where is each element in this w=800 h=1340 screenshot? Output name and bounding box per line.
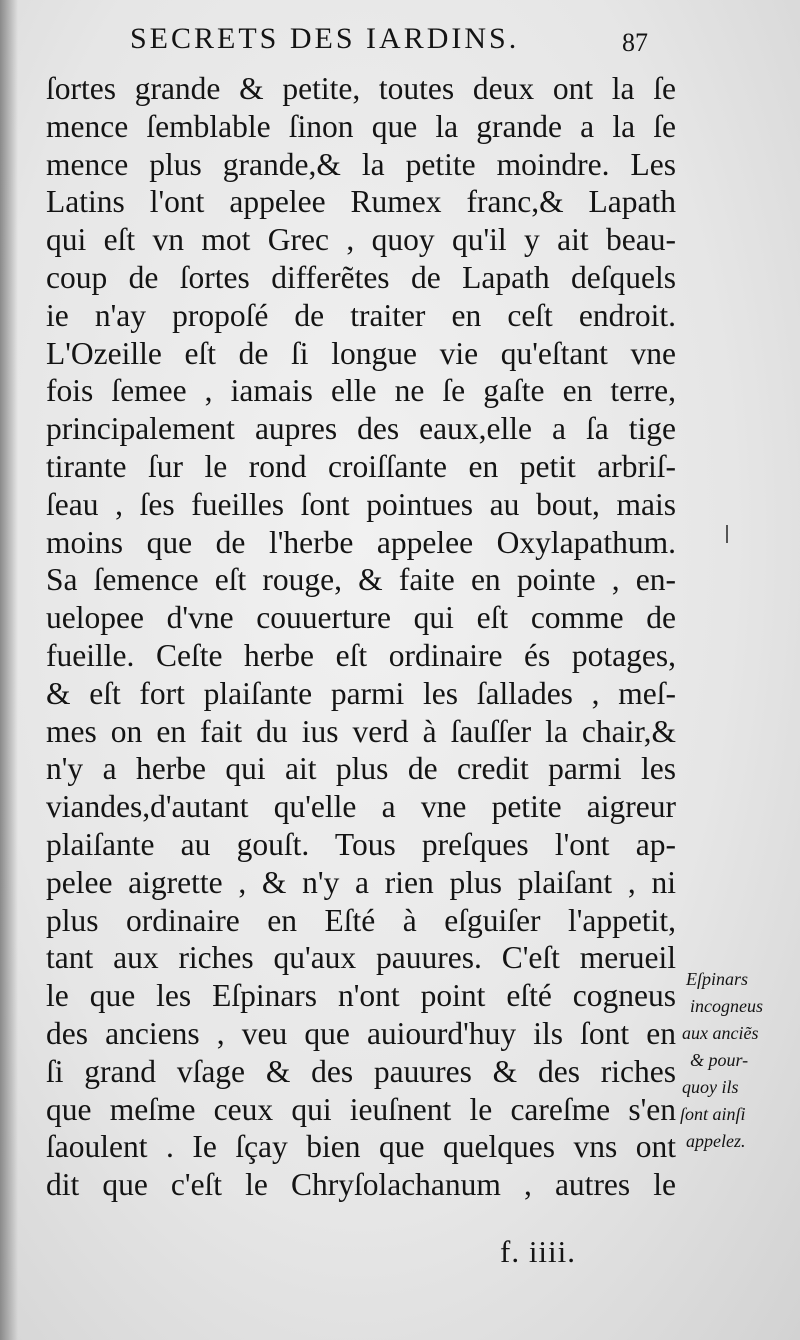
text-line: uelopee d'vne couuerture qui eſt comme de bbox=[46, 600, 676, 636]
text-line: dit que c'eſt le Chryſolachanum , autres le bbox=[46, 1167, 676, 1203]
margin-note-line: incogneus bbox=[690, 996, 763, 1016]
text-line: coup de ſortes differẽtes de Lapath deſquels bbox=[46, 259, 676, 295]
body-text bbox=[46, 70, 676, 1204]
text-line: fois ſemee , iamais elle ne ſe gaſte en terre, bbox=[46, 373, 676, 409]
gutter-shadow bbox=[0, 0, 18, 1340]
text-line: ſortes grande & petite, toutes deux ont la ſe bbox=[46, 71, 676, 106]
text-line: que meſme ceux qui ieuſnent le careſme s'en bbox=[46, 1091, 676, 1127]
text-line: moins que de l'herbe appelee Oxylapathum. bbox=[46, 524, 676, 560]
text-line: principalement aupres des eaux,elle a ſa tige bbox=[46, 411, 676, 447]
text-line: mes on en fait du ius verd à ſauſſer la chair,& bbox=[46, 713, 676, 749]
text-line: le que les Eſpinars n'ont point eſté cogneus bbox=[46, 978, 676, 1014]
text-line: L'Ozeille eſt de ſi longue vie qu'eſtant vne bbox=[46, 335, 676, 371]
text-line: Latins l'ont appelee Rumex franc,& Lapath bbox=[46, 184, 676, 220]
text-line: mence ſemblable ſinon que la grande a la ſe bbox=[46, 108, 676, 144]
text-line: ie n'ay propoſé de traiter en ceſt endroit. bbox=[46, 297, 676, 333]
text-line: des anciens , veu que auiourd'huy ils ſont en bbox=[46, 1015, 676, 1051]
margin-note-line: ſont ainſi bbox=[680, 1104, 746, 1124]
margin-note-line: Eſpinars bbox=[686, 969, 749, 989]
text-line: ſi grand vſage & des pauures & des riches bbox=[46, 1053, 676, 1089]
text-line: ſaoulent . Ie ſçay bien que quelques vns ont bbox=[46, 1129, 676, 1165]
margin-note-line: aux anciẽs bbox=[682, 1023, 759, 1043]
stray-ink-mark bbox=[726, 525, 728, 543]
margin-note-line: appelez. bbox=[686, 1131, 746, 1151]
text-line: Sa ſemence eſt rouge, & faite en pointe , en- bbox=[46, 562, 676, 598]
running-head: SECRETS DES IARDINS. bbox=[130, 22, 520, 55]
page-number: 87 bbox=[622, 28, 648, 57]
margin-note-line: & pour- bbox=[690, 1050, 749, 1070]
signature-mark: f. iiii. bbox=[500, 1234, 577, 1269]
text-line: mence plus grande,& la petite moindre. Les bbox=[46, 146, 676, 182]
text-line: plus ordinaire en Eſté à eſguiſer l'appetit, bbox=[46, 902, 676, 938]
text-line: pelee aigrette , & n'y a rien plus plaiſant , ni bbox=[46, 864, 676, 900]
margin-note-line: quoy ils bbox=[682, 1077, 739, 1097]
text-line: viandes,d'autant qu'elle a vne petite aigreur bbox=[46, 789, 676, 825]
margin-note bbox=[678, 966, 798, 1155]
text-line: & eſt fort plaiſante parmi les ſallades , meſ- bbox=[46, 675, 676, 711]
text-line: n'y a herbe qui ait plus de credit parmi les bbox=[46, 751, 676, 787]
text-line: fueille. Ceſte herbe eſt ordinaire és potages, bbox=[46, 637, 676, 673]
text-line: plaiſante au gouſt. Tous preſques l'ont ap- bbox=[46, 826, 676, 862]
text-line: ſeau , ſes fueilles ſont pointues au bout, mais bbox=[46, 486, 676, 522]
text-line: tirante ſur le rond croiſſante en petit arbriſ- bbox=[46, 448, 676, 484]
text-line: qui eſt vn mot Grec , quoy qu'il y ait beau- bbox=[46, 222, 676, 258]
text-line: tant aux riches qu'aux pauures. C'eſt merueil bbox=[46, 940, 676, 976]
